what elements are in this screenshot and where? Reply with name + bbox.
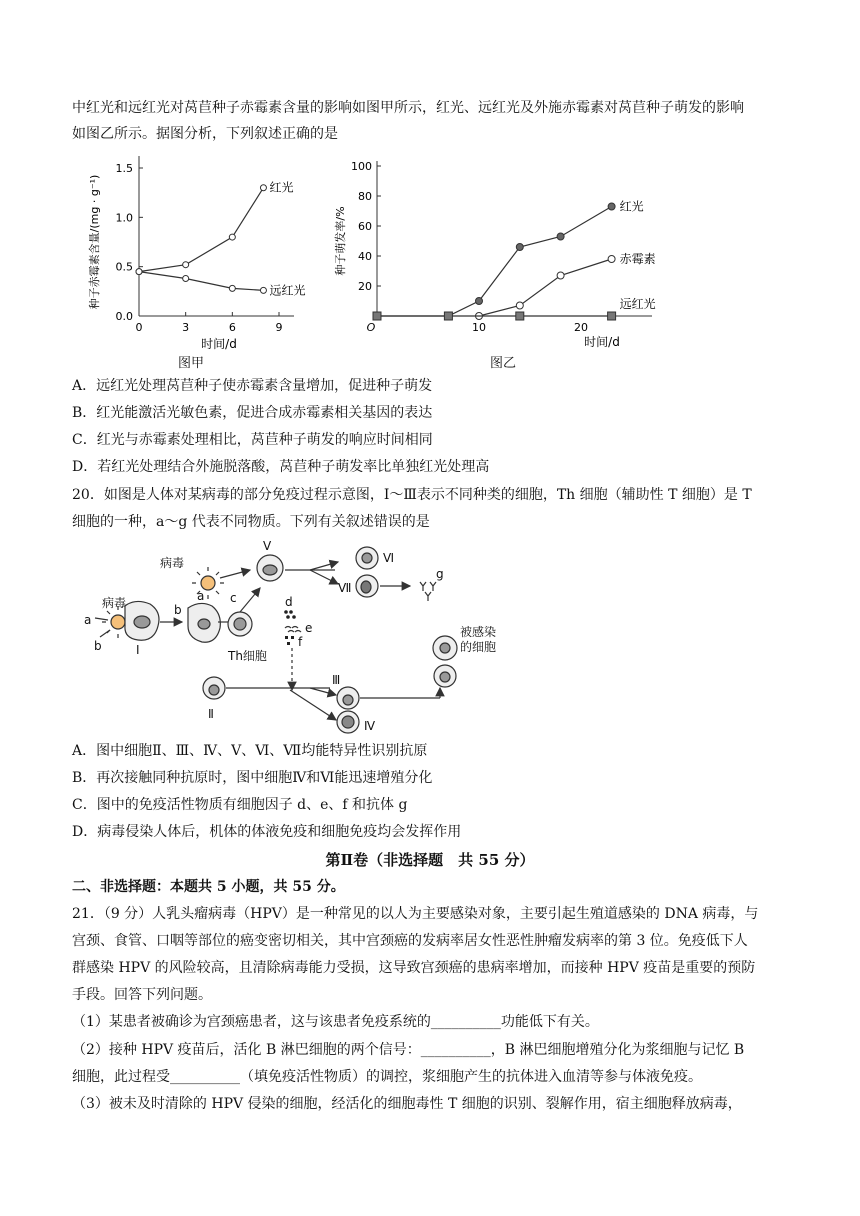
data-point bbox=[229, 234, 235, 240]
y-tick-label: 20 bbox=[358, 280, 372, 293]
data-point bbox=[373, 312, 381, 320]
label-b1: b bbox=[94, 639, 102, 653]
series-label: 远红光 bbox=[269, 283, 306, 298]
label-c: c bbox=[230, 591, 237, 605]
cell-ii bbox=[203, 677, 225, 699]
cell-v bbox=[257, 555, 283, 581]
intro-line-2: 如图乙所示。据图分析，下列叙述正确的是 bbox=[72, 126, 338, 142]
y-tick-label: 100 bbox=[351, 160, 372, 173]
cell-th bbox=[228, 612, 252, 636]
cell-iv bbox=[337, 711, 359, 733]
data-point bbox=[608, 312, 616, 320]
y-tick-label: 80 bbox=[358, 190, 372, 203]
intro-line-1: 中红光和远红光对莴苣种子赤霉素含量的影响如图甲所示，红光、远红光及外施赤霉素对莴苣种子萌发的影响 bbox=[72, 100, 744, 116]
x-tick-label: 9 bbox=[275, 321, 283, 334]
label-a2: a bbox=[197, 589, 205, 603]
data-point bbox=[608, 256, 615, 263]
data-point bbox=[476, 298, 483, 305]
figure-b-chart bbox=[332, 150, 692, 350]
q21-line-4: 手段。回答下列问题。 bbox=[72, 987, 212, 1003]
label-e: e bbox=[305, 621, 313, 635]
q21-part-3: （3）被未及时清除的 HPV 侵染的细胞，经活化的细胞毒性 T 细胞的识别、裂解作用，宿主细胞释放病毒， bbox=[72, 1096, 742, 1112]
label-v: Ⅴ bbox=[263, 540, 272, 553]
data-point bbox=[183, 262, 189, 268]
data-point bbox=[516, 302, 523, 309]
cell-apc bbox=[188, 603, 220, 642]
y-tick-label: 1.5 bbox=[115, 162, 133, 175]
figure-a-chart bbox=[84, 150, 314, 350]
data-point bbox=[608, 203, 615, 210]
label-virus-top: 病毒 bbox=[160, 556, 185, 570]
label-th: Th细胞 bbox=[228, 649, 267, 663]
q21-part-2b: 细胞，此过程受__________（填免疫活性物质）的调控，浆细胞产生的抗体进入血清等参与体液免疫。 bbox=[72, 1069, 702, 1085]
label-f: f bbox=[298, 635, 303, 649]
figure-b-caption: 图乙 bbox=[490, 356, 517, 371]
label-vii: Ⅶ bbox=[338, 581, 352, 595]
series-line bbox=[377, 207, 612, 317]
series-label: 红光 bbox=[269, 180, 294, 195]
label-a1: a bbox=[84, 613, 92, 627]
label-ii: Ⅱ bbox=[208, 707, 214, 721]
y-tick-label: 0.5 bbox=[115, 260, 133, 274]
q20-stem-2: 细胞的一种，a～g 代表不同物质。下列有关叙述错误的是 bbox=[72, 514, 430, 530]
label-iii: Ⅲ bbox=[332, 673, 341, 687]
q19-option-c: C．红光与赤霉素处理相比，莴苣种子萌发的响应时间相同 bbox=[72, 432, 433, 448]
data-point bbox=[444, 312, 452, 320]
data-point bbox=[136, 269, 142, 275]
y-axis-label: 种子赤霉素含量/(mg · g⁻¹) bbox=[88, 174, 101, 310]
figure-a-caption: 图甲 bbox=[178, 356, 205, 371]
cell-vi bbox=[356, 547, 378, 569]
label-b2: b bbox=[174, 603, 182, 617]
section-subtitle: 二、非选择题：本题共 5 小题，共 55 分。 bbox=[72, 879, 345, 895]
label-infected: 被感染 bbox=[460, 625, 497, 639]
section-title: 第Ⅱ卷（非选择题 共 55 分） bbox=[325, 851, 535, 869]
series-label: 远红光 bbox=[619, 297, 656, 311]
data-point bbox=[557, 233, 564, 240]
q21-line-3: 群感染 HPV 的风险较高，且清除病毒能力受损，这导致宫颈癌的患病率增加，而接种 HPV 疫苗是重要的预防 bbox=[72, 960, 756, 976]
q21-part-1: （1）某患者被确诊为宫颈癌患者，这与该患者免疫系统的__________功能低下有关。 bbox=[72, 1014, 599, 1030]
x-tick-label: 20 bbox=[574, 321, 588, 334]
antibody-icons bbox=[420, 582, 436, 601]
data-point bbox=[260, 287, 266, 293]
series-line bbox=[479, 259, 612, 316]
data-point bbox=[557, 272, 564, 279]
x-axis-label: 时间/d bbox=[201, 337, 237, 350]
q21-part-2a: （2）接种 HPV 疫苗后，活化 B 淋巴细胞的两个信号：__________，B 淋巴细胞增殖分化为浆细胞与记忆 B bbox=[72, 1042, 745, 1058]
data-point bbox=[516, 244, 523, 251]
x-tick-label: 0 bbox=[135, 321, 143, 334]
x-tick-label: 6 bbox=[228, 321, 236, 334]
series-line bbox=[139, 272, 263, 291]
q20-option-c: C．图中的免疫活性物质有细胞因子 d、e、f 和抗体 g bbox=[72, 797, 408, 813]
q20-option-b: B．再次接触同种抗原时，图中细胞Ⅳ和Ⅵ能迅速增殖分化 bbox=[72, 770, 433, 786]
q19-option-b: B．红光能激活光敏色素，促进合成赤霉素相关基因的表达 bbox=[72, 405, 433, 421]
y-axis-label: 种子萌发率/% bbox=[334, 206, 347, 276]
x-tick-label: 3 bbox=[182, 321, 190, 334]
ctl-cell bbox=[434, 665, 456, 687]
label-d: d bbox=[285, 595, 293, 609]
y-tick-label: 0.0 bbox=[115, 310, 133, 323]
y-tick-label: 40 bbox=[358, 250, 372, 263]
y-tick-label: 1.0 bbox=[115, 211, 133, 225]
label-i: Ⅰ bbox=[136, 643, 140, 657]
cell-vii bbox=[356, 575, 378, 597]
label-virus-left: 病毒 bbox=[102, 596, 127, 610]
q20-stem-1: 20．如图是人体对某病毒的部分免疫过程示意图，Ⅰ～Ⅲ表示不同种类的细胞，Th 细胞（辅助性 T 细胞）是 T bbox=[72, 487, 752, 503]
q21-line-1: 21．（9 分）人乳头瘤病毒（HPV）是一种常见的以人为主要感染对象，主要引起生殖道感染的 DNA 病毒，与 bbox=[72, 906, 759, 922]
q19-option-d: D．若红光处理结合外施脱落酸，莴苣种子萌发率比单独红光处理高 bbox=[72, 459, 490, 475]
q21-line-2: 宫颈、食管、口咽等部位的癌变密切相关，其中宫颈癌的发病率居女性恶性肿瘤发病率的第 3 位。免疫低下人 bbox=[72, 933, 748, 949]
series-line bbox=[139, 188, 263, 272]
series-label: 赤霉素 bbox=[619, 252, 656, 266]
label-infected-2: 的细胞 bbox=[460, 640, 497, 654]
q20-option-d: D．病毒侵染人体后，机体的体液免疫和细胞免疫均会发挥作用 bbox=[72, 824, 462, 840]
label-vi: Ⅵ bbox=[383, 551, 395, 565]
cell-i bbox=[125, 601, 159, 640]
x-tick-label: O bbox=[366, 321, 376, 334]
label-iv: Ⅳ bbox=[364, 719, 376, 733]
infected-cell bbox=[433, 636, 457, 660]
data-point bbox=[183, 276, 189, 282]
y-tick-label: 60 bbox=[358, 220, 372, 233]
data-point bbox=[229, 285, 235, 291]
immune-diagram bbox=[80, 540, 520, 740]
q19-option-a: A．远红光处理莴苣种子使赤霉素含量增加，促进种子萌发 bbox=[72, 378, 433, 394]
data-point bbox=[260, 185, 266, 191]
x-axis-label: 时间/d bbox=[584, 335, 620, 349]
data-point bbox=[516, 312, 524, 320]
x-tick-label: 10 bbox=[472, 321, 486, 334]
series-label: 红光 bbox=[619, 199, 644, 214]
label-g: g bbox=[436, 567, 444, 581]
q20-option-a: A．图中细胞Ⅱ、Ⅲ、Ⅳ、Ⅴ、Ⅵ、Ⅶ均能特异性识别抗原 bbox=[72, 743, 428, 759]
cell-iii bbox=[337, 687, 359, 709]
